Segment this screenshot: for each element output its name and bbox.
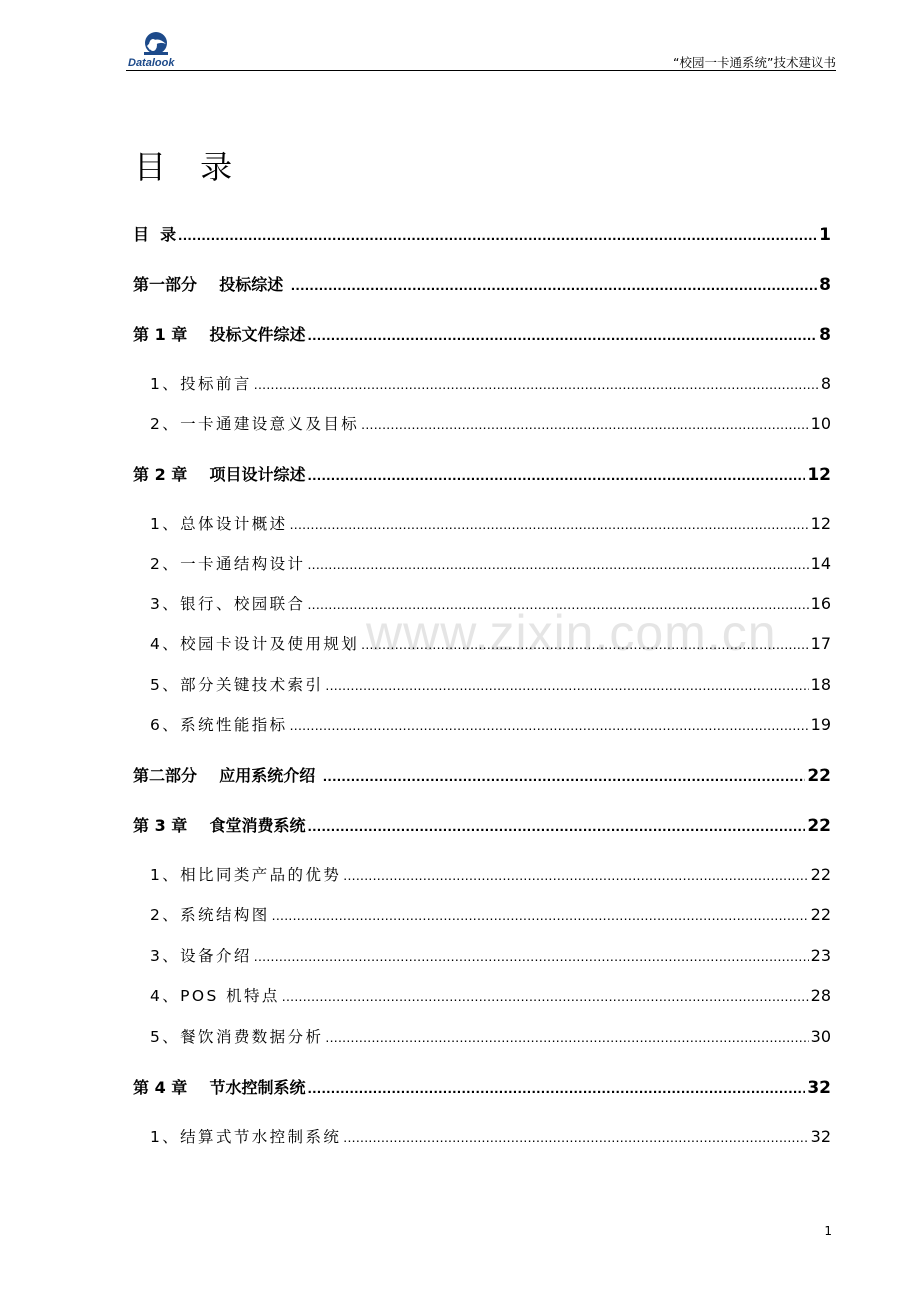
toc-leader-dots <box>178 227 817 244</box>
toc-entry-title: 4、POS 机特点 <box>150 987 280 1005</box>
toc-entry[interactable] <box>150 673 831 699</box>
toc-entry-title: 4、校园卡设计及使用规划 <box>150 635 360 653</box>
toc-entry[interactable] <box>150 632 831 658</box>
toc-leader-dots <box>254 376 819 392</box>
page-number: 1 <box>824 1224 832 1238</box>
toc-entry-title: 第 3 章 食堂消费系统 <box>133 816 306 835</box>
toc-entry-page: 32 <box>807 1078 831 1098</box>
toc-leader-dots <box>254 948 809 964</box>
toc-entry[interactable] <box>133 1075 831 1101</box>
toc-entry[interactable] <box>150 372 831 398</box>
toc-entry-title: 第 1 章 投标文件综述 <box>133 325 306 344</box>
toc-entry[interactable] <box>133 462 831 488</box>
toc-leader-dots <box>308 467 806 484</box>
toc-entry[interactable] <box>150 1125 831 1151</box>
toc-entry-page: 19 <box>810 715 831 734</box>
toc-entry-title: 2、系统结构图 <box>150 906 270 924</box>
toc-entry-title: 1、总体设计概述 <box>150 515 288 533</box>
toc-entry-title: 1、投标前言 <box>150 375 252 393</box>
toc-entry[interactable] <box>150 944 831 970</box>
toc-leader-dots <box>343 867 808 883</box>
toc-leader-dots <box>325 1029 808 1045</box>
toc-entry-page: 12 <box>807 465 831 485</box>
toc-entry[interactable] <box>133 322 831 348</box>
toc-leader-dots <box>290 717 809 733</box>
toc-entry-title: 第一部分 投标综述 <box>133 275 289 294</box>
header-document-title: “校园一卡通系统”技术建议书 <box>673 55 836 70</box>
toc-leader-dots <box>307 556 808 572</box>
toc-leader-dots <box>308 818 806 835</box>
toc-entry-page: 32 <box>810 1127 831 1146</box>
toc-entry[interactable] <box>150 552 831 578</box>
toc-entry-title: 2、一卡通结构设计 <box>150 555 306 573</box>
toc-entry-page: 14 <box>810 554 831 573</box>
toc-entry-page: 22 <box>807 816 831 836</box>
toc-entry-title: 6、系统性能指标 <box>150 716 288 734</box>
toc-entry-title: 第 2 章 项目设计综述 <box>133 465 306 484</box>
toc-leader-dots <box>361 416 808 432</box>
toc-leader-dots <box>291 277 817 294</box>
toc-leader-dots <box>323 768 805 785</box>
toc-entry-title: 3、银行、校园联合 <box>150 595 306 613</box>
toc-entry-page: 22 <box>810 865 831 884</box>
page-header <box>126 30 836 72</box>
toc-leader-dots <box>282 988 809 1004</box>
toc-entry-title: 目 录 <box>133 225 177 244</box>
header-divider <box>126 70 836 71</box>
toc-entry-title: 第 4 章 节水控制系统 <box>133 1078 306 1097</box>
toc-entry-page: 1 <box>819 225 831 245</box>
toc-leader-dots <box>307 596 808 612</box>
toc-leader-dots <box>308 327 818 344</box>
toc-entry-title: 第二部分 应用系统介绍 <box>133 766 321 785</box>
toc-leader-dots <box>343 1129 808 1145</box>
toc-entry-title: 1、相比同类产品的优势 <box>150 866 342 884</box>
toc-entry[interactable] <box>150 1025 831 1051</box>
toc-entry-title: 1、结算式节水控制系统 <box>150 1128 342 1146</box>
toc-entry-title: 5、部分关键技术索引 <box>150 676 324 694</box>
toc-entry[interactable] <box>150 903 831 929</box>
toc-entry-page: 10 <box>810 414 831 433</box>
toc-leader-dots <box>308 1080 806 1097</box>
toc-entry-page: 8 <box>819 325 831 345</box>
toc-entry[interactable] <box>150 713 831 739</box>
toc-entry-page: 18 <box>810 675 831 694</box>
toc-entry-title: 5、餐饮消费数据分析 <box>150 1028 324 1046</box>
toc-leader-dots <box>325 677 808 693</box>
toc-entry[interactable] <box>133 763 831 789</box>
toc-entry[interactable] <box>150 512 831 538</box>
toc-entry-page: 8 <box>820 374 831 393</box>
logo-text: Datalook <box>128 57 175 69</box>
toc-entry[interactable] <box>150 984 831 1010</box>
toc-entry-page: 16 <box>810 594 831 613</box>
toc-leader-dots <box>290 516 809 532</box>
toc-entry[interactable] <box>133 222 831 248</box>
toc-entry-page: 30 <box>810 1027 831 1046</box>
toc-entry[interactable] <box>150 592 831 618</box>
toc-heading: 目 录 <box>134 148 245 186</box>
toc-entry-page: 22 <box>810 905 831 924</box>
toc-entry-page: 8 <box>819 275 831 295</box>
toc-entry[interactable] <box>150 412 831 438</box>
company-logo <box>126 30 196 70</box>
toc-leader-dots <box>272 907 809 923</box>
toc-entry-title: 3、设备介绍 <box>150 947 252 965</box>
toc-entry-page: 23 <box>810 946 831 965</box>
watermark: www.zixin.com.cn <box>366 605 777 661</box>
toc-entry-page: 22 <box>807 766 831 786</box>
toc-entry[interactable] <box>133 272 831 298</box>
toc-entry-page: 28 <box>810 986 831 1005</box>
toc-entry-page: 12 <box>810 514 831 533</box>
toc-leader-dots <box>361 636 808 652</box>
toc-entry[interactable] <box>133 813 831 839</box>
toc-entry[interactable] <box>150 863 831 889</box>
toc-entry-page: 17 <box>810 634 831 653</box>
toc-entry-title: 2、一卡通建设意义及目标 <box>150 415 360 433</box>
